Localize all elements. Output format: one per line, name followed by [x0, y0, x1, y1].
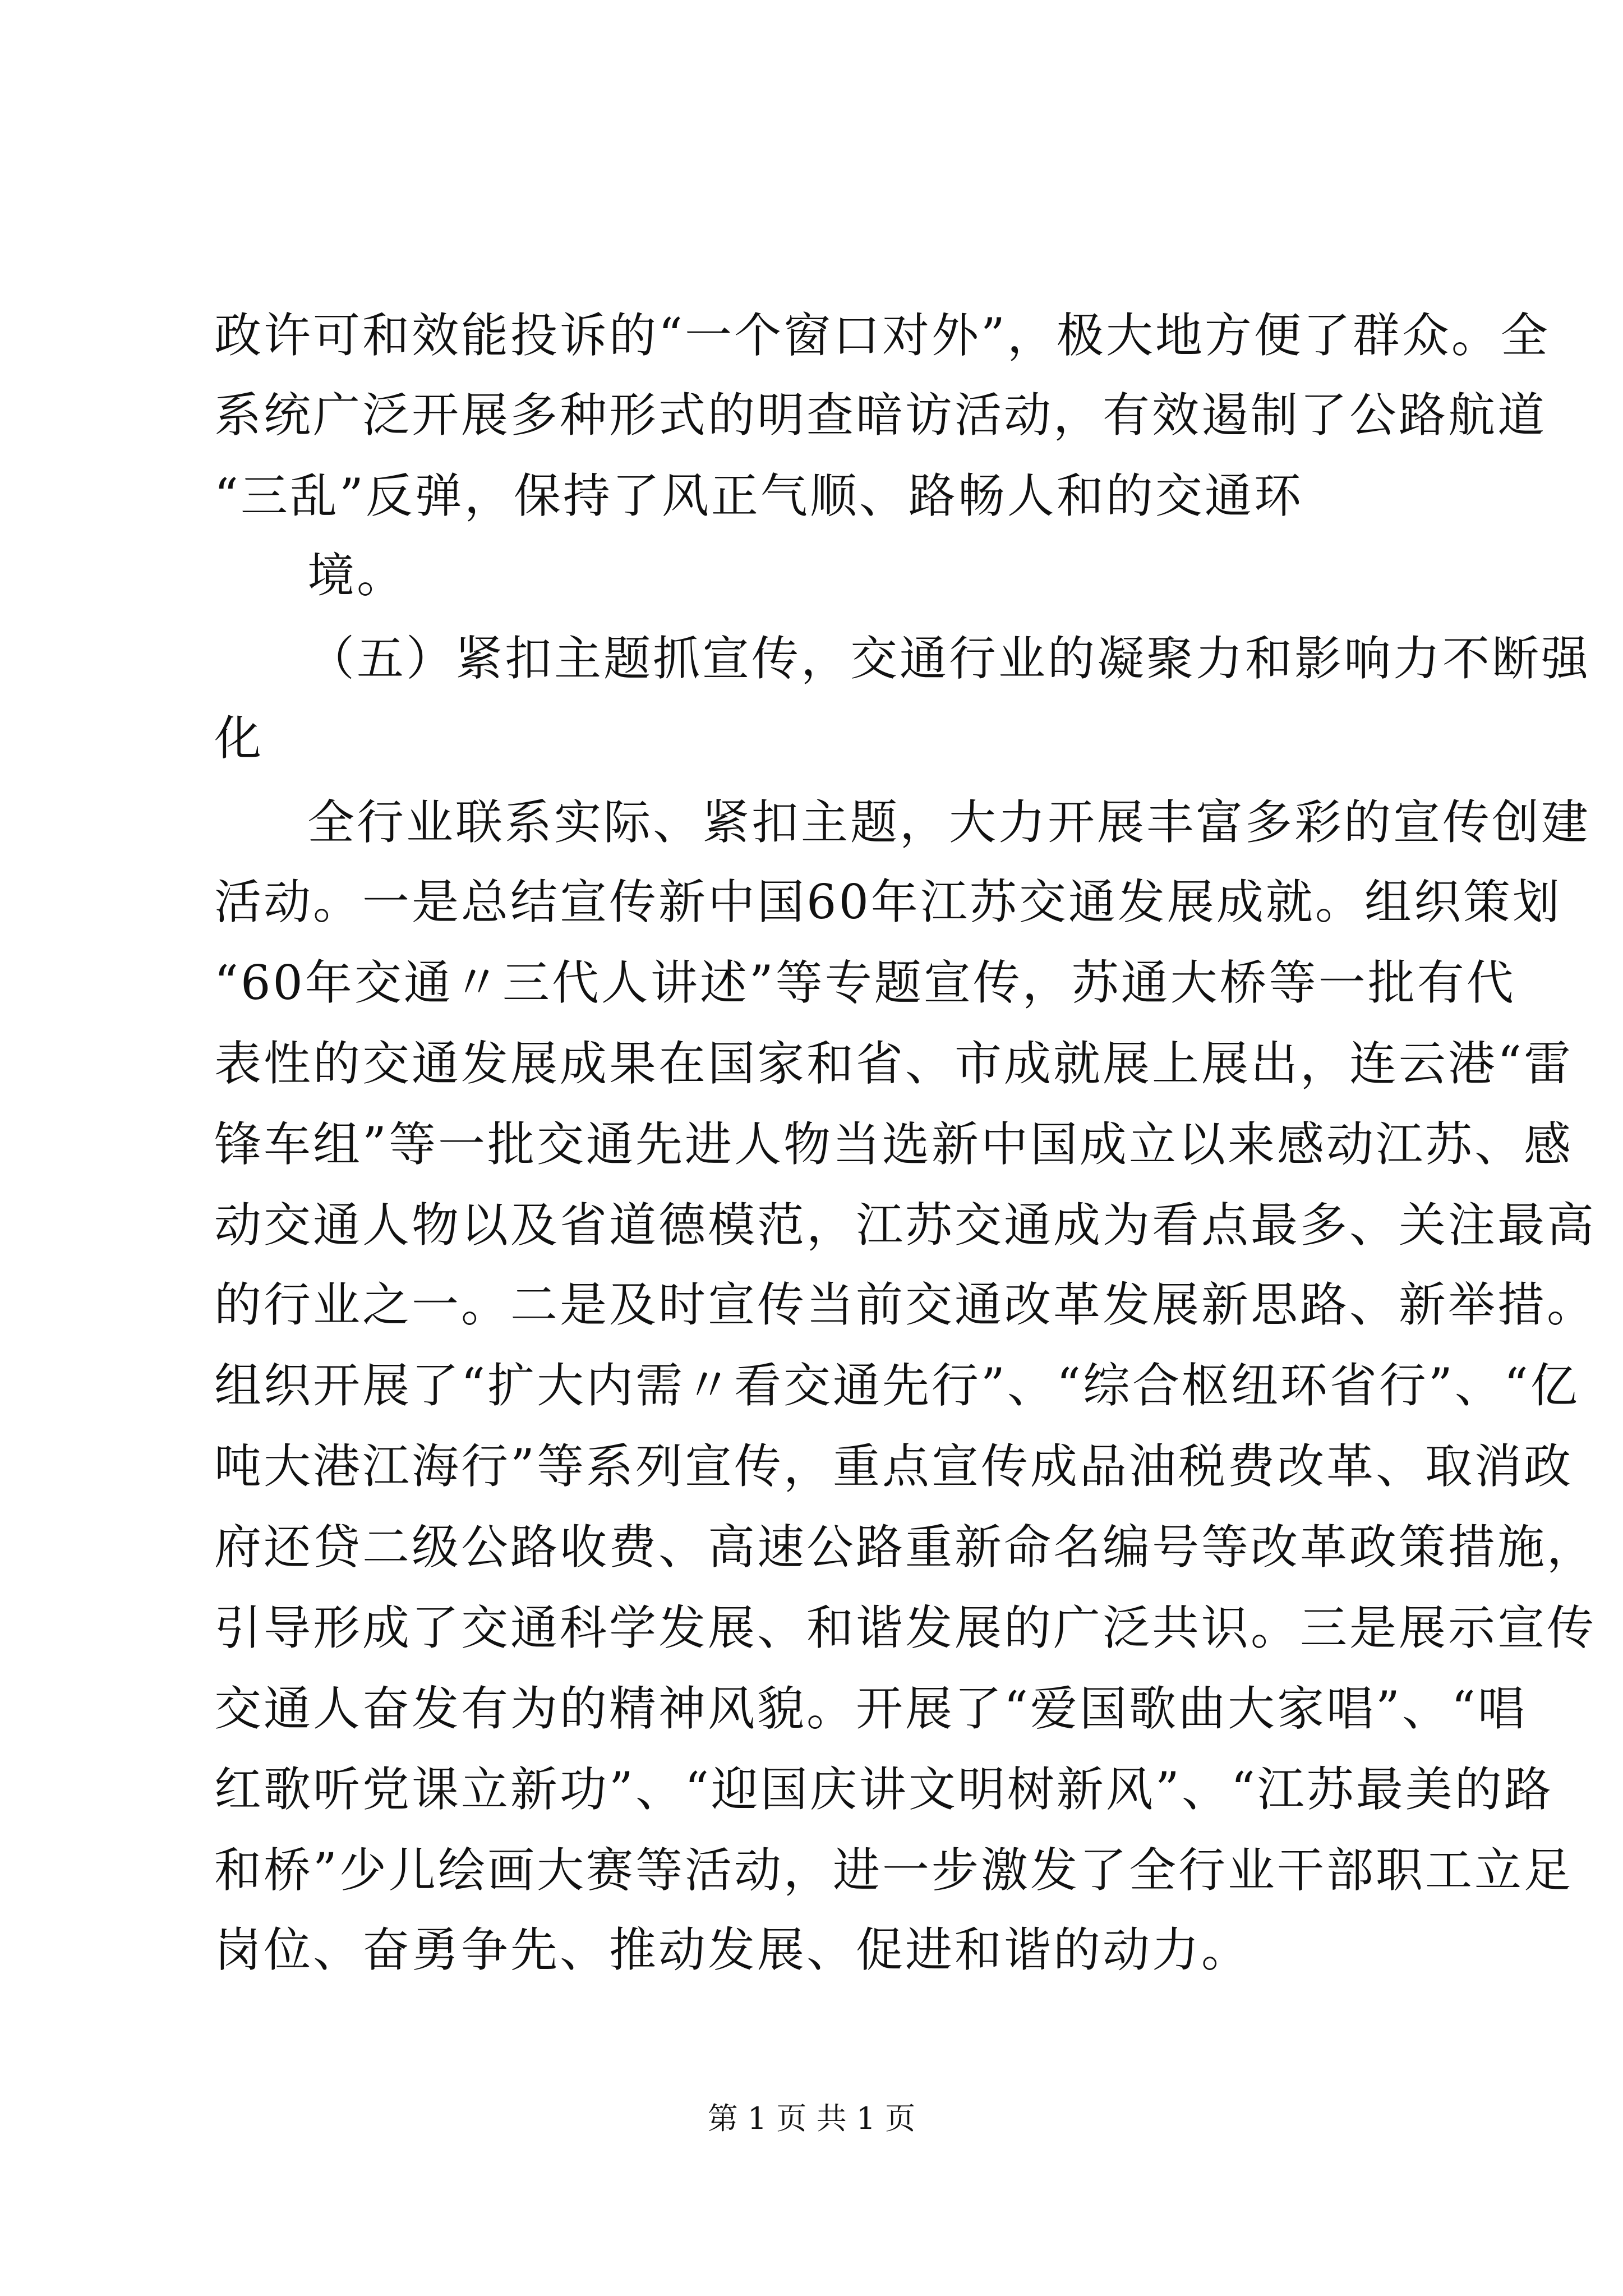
- paragraph-line: 活动。一是总结宣传新中国60年江苏交通发展成就。组织策划: [214, 875, 1562, 930]
- paragraph-line: “三乱”反弹，保持了风正气顺、路畅人和的交通环: [214, 468, 1303, 523]
- paragraph-line: 和桥”少儿绘画大赛等活动，进一步激发了全行业干部职工立足: [214, 1843, 1573, 1898]
- section-heading: （五）紧扣主题抓宣传，交通行业的凝聚力和影响力不断强: [307, 631, 1591, 686]
- paragraph-line: “60年交通〃三代人讲述”等专题宣传，苏通大桥等一批有代: [214, 955, 1516, 1010]
- paragraph-line: 动交通人物以及省道德模范，江苏交通成为看点最多、关注最高: [214, 1198, 1597, 1253]
- page-number-footer: 第 1 页 共 1 页: [707, 2101, 916, 2136]
- paragraph-line: 锋车组”等一批交通先进人物当选新中国成立以来感动江苏、感: [214, 1117, 1573, 1172]
- paragraph-line: 府还贷二级公路收费、高速公路重新命名编号等改革政策措施，: [214, 1520, 1597, 1575]
- paragraph-line: 表性的交通发展成果在国家和省、市成就展上展出，连云港“雷: [214, 1036, 1573, 1091]
- paragraph-line: 全行业联系实际、紧扣主题，大力开展丰富多彩的宣传创建: [307, 795, 1591, 850]
- paragraph-line: 政许可和效能投诉的“一个窗口对外”，极大地方便了群众。全: [214, 308, 1550, 363]
- paragraph-line: 吨大港江海行”等系列宣传，重点宣传成品油税费改革、取消政: [214, 1439, 1573, 1494]
- paragraph-line: 系统广泛开展多种形式的明查暗访活动，有效遏制了公路航道: [214, 388, 1547, 443]
- section-heading-continued: 化: [214, 711, 264, 766]
- paragraph-line: 交通人奋发有为的精神风貌。开展了“爱国歌曲大家唱”、“唱: [214, 1681, 1527, 1736]
- paragraph-line: 岗位、奋勇争先、推动发展、促进和谐的动力。: [214, 1922, 1251, 1977]
- paragraph-line: 组织开展了“扩大内需〃看交通先行”、“综合枢纽环省行”、“亿: [214, 1358, 1580, 1413]
- paragraph-line: 红歌听党课立新功”、“迎国庆讲文明树新风”、“江苏最美的路: [214, 1762, 1553, 1817]
- paragraph-line: 引导形成了交通科学发展、和谐发展的广泛共识。三是展示宣传: [214, 1600, 1597, 1655]
- paragraph-line: 的行业之一。二是及时宣传当前交通改革发展新思路、新举措。: [214, 1277, 1597, 1332]
- paragraph-line: 境。: [307, 548, 407, 603]
